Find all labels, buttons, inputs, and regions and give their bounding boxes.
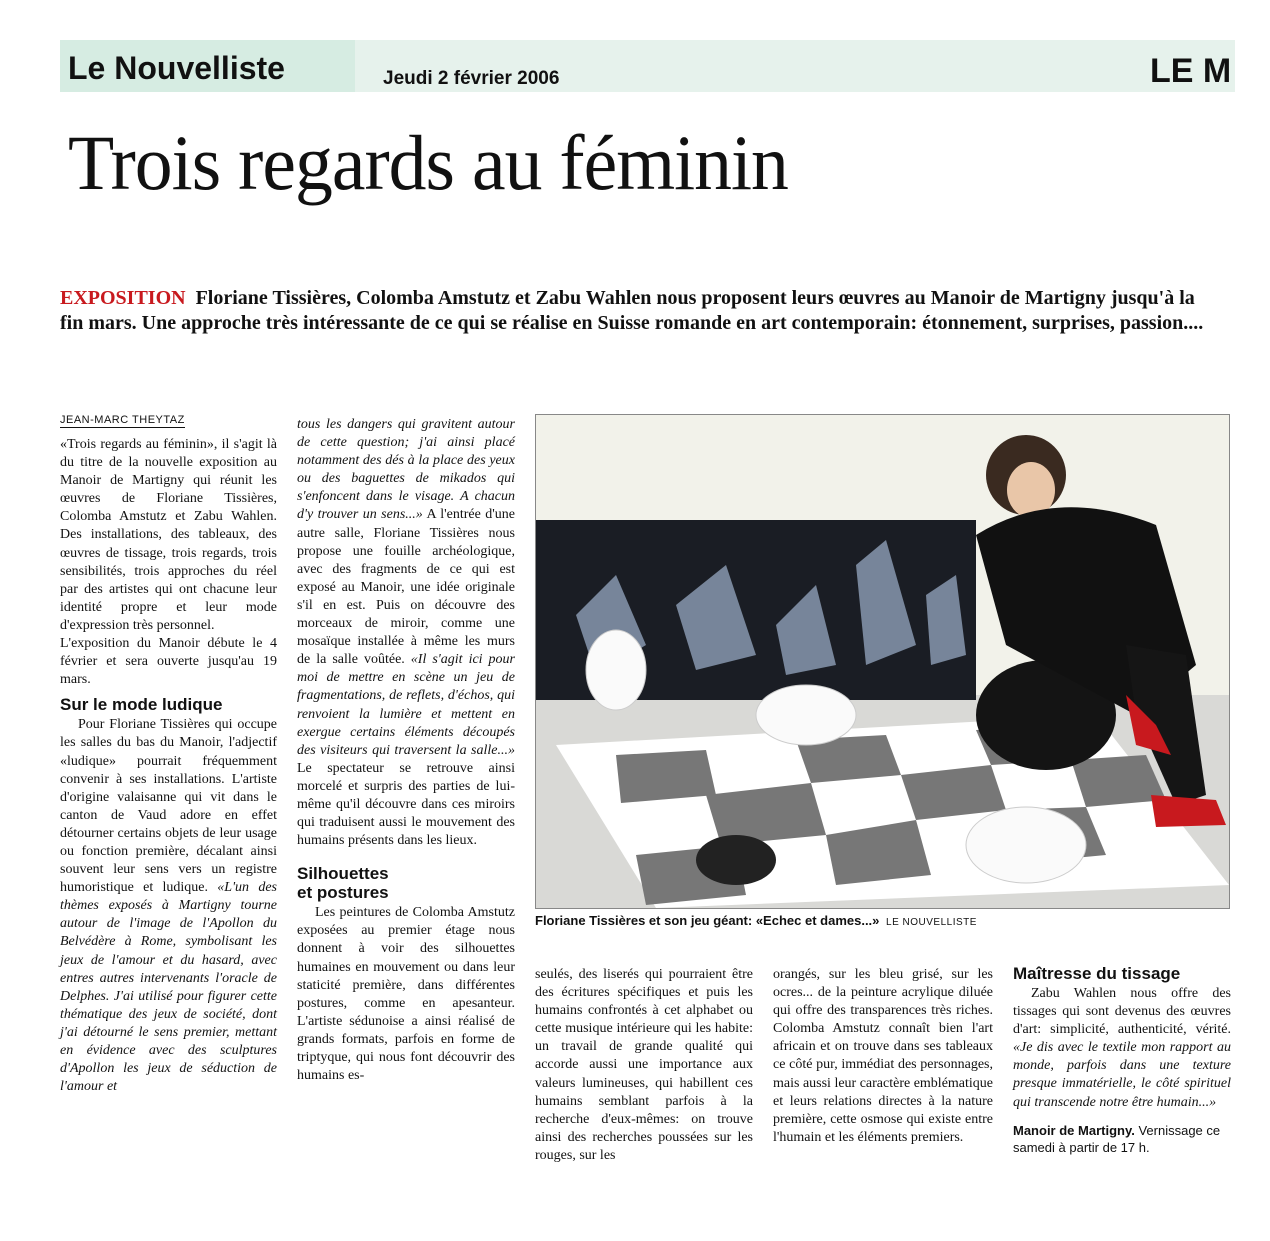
- col1-subhead: Sur le mode ludique: [60, 695, 223, 715]
- col1-para2: L'exposition du Manoir débute le 4 février et sera ouverte jusqu'au 19 mars.: [60, 636, 277, 688]
- photo-credit: LE NOUVELLISTE: [886, 917, 977, 928]
- article-photo: [535, 414, 1230, 909]
- issue-date: Jeudi 2 février 2006: [383, 68, 560, 89]
- photo-illustration: [536, 415, 1229, 908]
- col2-quote1: tous les dangers qui gravitent autour de cette question; j'ai ainsi placé notamment des dés à la place des yeux ou des baguettes de mikados qui s'enfoncent dans le visage. A chacun d'y trouver un sens...»: [297, 417, 515, 523]
- col1-para3-text: Pour Floriane Tissières qui occupe les salles du bas du Manoir, l'adjectif «ludique» pourrait fréquemment convenir à ses installations. L'artiste d'origine valaisanne qui vit dans le canton de Vaud adore en effet détourner certains objets de leur usage ou fonction première, décalant ainsi souvent leur sens vers un registre humoristique et ludique.: [60, 717, 277, 896]
- photo-caption: [535, 913, 977, 928]
- col1-para1: «Trois regards au féminin», il s'agit là du titre de la nouvelle exposition au Manoir de Martigny qui réunit les œuvres de Floriane Tissières, Colomba Amstutz et Zabu Wahlen. Des installations, des tableaux, des œuvres de tissage, trois regards, trois sensibilités, trois approches du réel par des artistes qui ont chacune leur identité propre et leur mode d'expression très personnel.: [60, 437, 277, 633]
- column-2: [297, 416, 515, 1085]
- col2-para1: [297, 416, 515, 850]
- kicker: EXPOSITION: [60, 287, 186, 309]
- lead-text: Floriane Tissières, Colomba Amstutz et Zabu Wahlen nous proposent leurs œuvres au Manoir de Martigny jusqu'à la fin mars. Une approche très intéressante de ce qui se réalise en Suisse romande en art contemporain: étonnement, surprises, passion....: [60, 287, 1204, 334]
- event-note-text: Vernissage ce samedi à partir de 17 h.: [1013, 1122, 1221, 1155]
- caption-text: Floriane Tissières et son jeu géant: «Echec et dames...»: [535, 913, 880, 928]
- event-note: [1013, 1122, 1231, 1156]
- col4-text: orangés, sur les bleu grisé, sur les ocres... de la peinture acrylique diluée qui offre des transparences très riches. Colomba Amstutz connaît bien l'art africain et on trouve dans ses tableaux ce côté pur, immédiat des personnages, mais aussi leur caractère emblématique et leurs relations directes à la nature première, cette osmose qui existe entre l'humain et les éléments premiers.: [773, 967, 994, 1145]
- section-label: LE M: [1150, 52, 1232, 90]
- lead-paragraph: [60, 286, 1220, 336]
- col3-text: seulés, des liserés qui pourraient être des écritures spécifiques et puis les humains confrontés à cet alphabet ou cette musique intérieure qui les habite: un travail de grande qualité qui accorde aussi une importance aux valeurs lumineuses, qui habillent ces humains semblant parfois à la recherche d'eux-mêmes: on trouve ainsi des recherches poussées sur les rouges, sur les: [535, 967, 753, 1163]
- col1-quote: «L'un des thèmes exposés à Martigny tourne autour de l'image de l'Apollon du Belvédère à Rome, symbolisant les jeux de l'amour et du hasard, avec entres autres intervenants l'oracle de Delphes. J'ai utilisé pour figurer cette thématique des jeux de société, dont j'ai détourné le sens premier, mettant en évidence avec des sculptures d'Apollon les jeux de séduction de l'amour et: [60, 880, 277, 1095]
- headline: Trois regards au féminin: [68, 119, 788, 206]
- col1-para3: [60, 716, 277, 1096]
- col2-para1-end: Le spectateur se retrouve ainsi morcelé et surpris des parties de lui-même qu'il découvre dans ces miroirs qui traduisent aussi le mouvement des humains présents dans les lieux.: [297, 760, 515, 849]
- column-1: [60, 436, 277, 1096]
- col5-para1: [1013, 985, 1231, 1112]
- col5-subhead: Maîtresse du tissage: [1013, 964, 1181, 983]
- column-5: [1013, 964, 1231, 1156]
- byline: JEAN-MARC THEYTAZ: [60, 414, 185, 426]
- paper-name: Le Nouvelliste: [68, 50, 285, 86]
- event-note-venue: Manoir de Martigny.: [1013, 1122, 1135, 1138]
- col5-para1-text: Zabu Wahlen nous offre des tissages qui sont devenus des œuvres d'art: simplicité, authenticité, vérité.: [1013, 986, 1231, 1038]
- col2-para2: Les peintures de Colomba Amstutz exposées au premier étage nous donnent à voir des silhouettes humaines en mouvement ou dans leur staticité première, dans différentes postures, comme en apesanteur. L'artiste sédunoise a ainsi réalisé de grands formats, parfois en forme de triptyque, qui nous font découvrir des humains es-: [297, 905, 515, 1084]
- col2-quote2: «Il s'agit ici pour moi de mettre en scène un jeu de fragmentations, de reflets, d'échos, qui renvoient la lumière et mettent en exergue certains éléments découpés des visiteurs qui traversent la salle...»: [297, 652, 516, 758]
- col2-subhead: Silhouettes et postures: [297, 864, 389, 903]
- column-4: [773, 966, 993, 1147]
- col5-quote: «Je dis avec le textile mon rapport au monde, parfois dans une texture presque immatérielle, le côté spirituel qui transcende notre être humain...»: [1013, 1040, 1231, 1110]
- col2-para1-text: A l'entrée d'une autre salle, Floriane Tissières nous propose une fouille archéologique, avec des fragments de ce qui est exposé au Manoir, une idée originale s'il en est. Puis on découvre des morceaux de miroir, comme une mosaïque installée à même les murs de la salle voûtée.: [297, 507, 515, 668]
- column-3: [535, 966, 753, 1165]
